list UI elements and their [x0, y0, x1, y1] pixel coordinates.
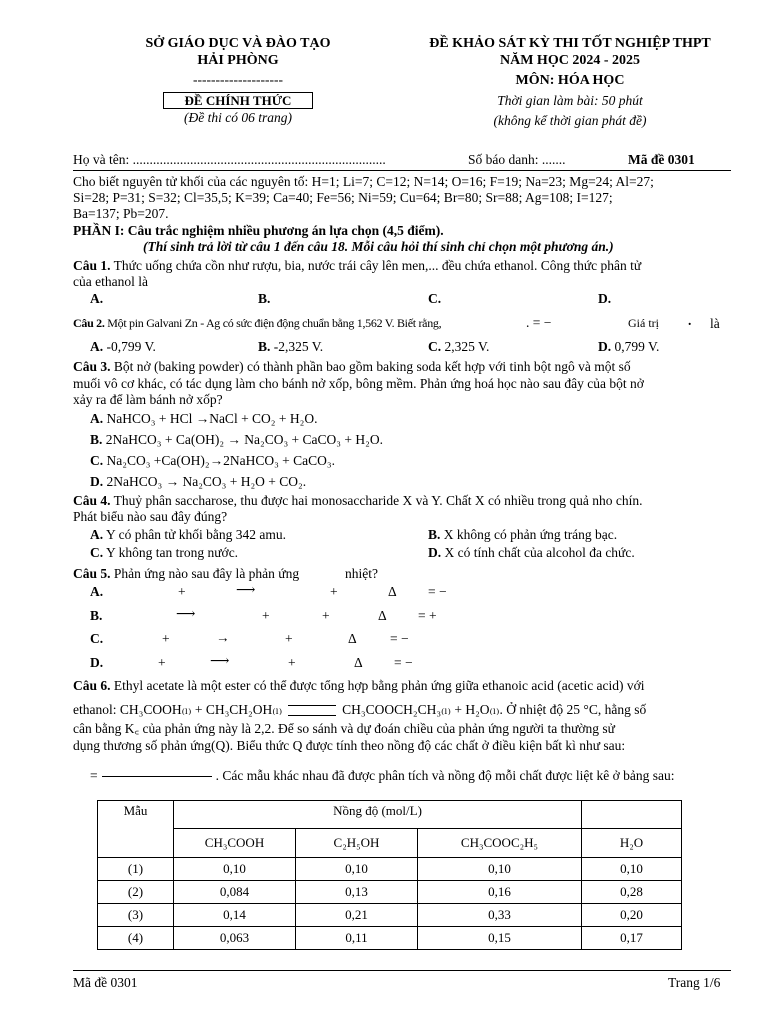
q6-equation: ethanol: CH₃COOH₍ₗ₎ + CH₃CH₂OH₍ₗ₎ CH₃COOCH₂CH₃₍ₗ₎ + H₂O₍ₗ₎. Ở nhiệt độ 25 °C, hằng số — [73, 702, 647, 717]
pages-note: (Đề thi có 06 trang) — [184, 110, 292, 125]
table-cell: 0,15 — [418, 927, 582, 950]
part1-title: PHẦN I: Câu trắc nghiệm nhiều phương án lựa chọn (4,5 điểm). — [73, 223, 444, 238]
table-cell: 0,084 — [174, 881, 296, 904]
table-cell: (3) — [98, 904, 174, 927]
school-year: NĂM HỌC 2024 - 2025 — [500, 53, 640, 68]
question-3-cont1: muối vô cơ khác, có tác dụng làm cho bánh nở xốp, bông mềm. Phản ứng hoá học nào sau đây của bột nở — [73, 376, 644, 391]
exam-time: Thời gian làm bài: 50 phút — [497, 93, 643, 108]
q1-option-d: D. — [598, 291, 612, 306]
table-col-water: H₂O — [582, 829, 682, 858]
student-id-field: Số báo danh: ....... — [468, 152, 566, 167]
q1-option-c: C. — [428, 291, 442, 306]
table-row — [98, 904, 682, 927]
q2-value-label: Giá trị — [628, 316, 659, 330]
footer-exam-code: Mã đề 0301 — [73, 975, 138, 990]
table-cell: 0,21 — [296, 904, 418, 927]
q5b-plus-1: + — [262, 608, 270, 623]
q5-option-a: A. — [90, 584, 104, 599]
table-cell: 0,17 — [582, 927, 682, 950]
table-cell: (2) — [98, 881, 174, 904]
q5c-plus-1: + — [162, 631, 170, 646]
q3-option-d: D. 2NaHCO₃ → Na₂CO₃ + H₂O + CO₂. — [90, 474, 307, 489]
question-4: Câu 4. Thuỷ phân saccharose, thu được hai monosaccharide X và Y. Chất X có nhiều trong quả nho chín. — [73, 493, 643, 508]
header-rule: -------------------- — [193, 72, 283, 87]
table-cell: 0,11 — [296, 927, 418, 950]
subject: MÔN: HÓA HỌC — [515, 73, 625, 88]
table-cell: 0,14 — [174, 904, 296, 927]
table-row — [98, 858, 682, 881]
table-subheader-row — [98, 829, 682, 858]
q5a-plus-2: + — [330, 584, 338, 599]
official-label: ĐỀ CHÍNH THỨC — [163, 92, 313, 109]
table-row — [98, 881, 682, 904]
table-cell: (4) — [98, 927, 174, 950]
q5d-plus-2: + — [288, 655, 296, 670]
table-header-row — [98, 801, 682, 829]
q5-option-c: C. — [90, 631, 104, 646]
q2-la: là — [710, 316, 720, 331]
q5b-plus-2: + — [322, 608, 330, 623]
q4-option-b: B. X không có phản ứng tráng bạc. — [428, 527, 618, 542]
question-5-end: nhiệt? — [345, 566, 378, 581]
table-cell: 0,28 — [582, 881, 682, 904]
question-6: Câu 6. Ethyl acetate là một ester có thể được tổng hợp bằng phản ứng giữa ethanoic acid (acetic acid) với — [73, 678, 645, 693]
question-6-cont2: dụng thương số phản ứng(Q). Biểu thức Q được tính theo nồng độ các chất ở điều kiện bất kì như sau: — [73, 738, 626, 753]
question-3: Câu 3. Bột nở (baking powder) có thành phần bao gồm baking soda kết hợp với tinh bột ngô và một số — [73, 359, 631, 374]
table-cell: 0,063 — [174, 927, 296, 950]
table-cell: 0,10 — [418, 858, 582, 881]
q2-option-d: D. 0,799 V. — [598, 339, 660, 354]
official-box — [163, 92, 313, 109]
q2-option-a: A. -0,799 V. — [90, 339, 156, 354]
table-cell: 0,13 — [296, 881, 418, 904]
q2-option-c: C. 2,325 V. — [428, 339, 490, 354]
q5c-delta: Δ — [348, 631, 357, 646]
q3-option-c: C. Na₂CO₃ +Ca(OH)₂→2NaHCO₃ + CaCO₃. — [90, 453, 335, 468]
q4-option-c: C. Y không tan trong nước. — [90, 545, 239, 560]
table-cell: 0,33 — [418, 904, 582, 927]
question-5: Câu 5. Phản ứng nào sau đây là phản ứng — [73, 566, 300, 581]
q6-expression: = . Các mẫu khác nhau đã được phân tích và nồng độ mỗi chất được liệt kê ở bảng sau: — [90, 768, 675, 783]
table-cell: 0,16 — [418, 881, 582, 904]
exam-time-note: (không kể thời gian phát đề) — [493, 113, 647, 128]
q2-option-b: B. -2,325 V. — [258, 339, 324, 354]
part1-note: (Thí sinh trả lời từ câu 1 đến câu 18. Mỗi câu hỏi thí sinh chỉ chọn một phương án.) — [143, 239, 614, 254]
table-col-ethanol: C₂H₅OH — [296, 829, 418, 858]
q5-option-b: B. — [90, 608, 103, 623]
table-col-ethyl-acetate: CH₃COOC₂H₅ — [418, 829, 582, 858]
exam-title: ĐỀ KHẢO SÁT KỲ THI TỐT NGHIỆP THPT — [429, 36, 711, 51]
table-cell: 0,10 — [296, 858, 418, 881]
q5c-plus-2: + — [285, 631, 293, 646]
q4-option-a: A. Y có phân tử khối bằng 342 amu. — [90, 527, 287, 542]
atomic-masses-line1: Cho biết nguyên tử khối của các nguyên tố: H=1; Li=7; C=12; N=14; O=16; F=19; Na=23; Mg=24; Al=27; — [73, 174, 654, 189]
q5d-arrow: ⟶ — [210, 653, 230, 668]
q5b-arrow: ⟶ — [176, 606, 196, 621]
q1-option-b: B. — [258, 291, 271, 306]
q3-option-b: B. 2NaHCO₃ + Ca(OH)₂ → Na₂CO₃ + CaCO₃ + H₂O. — [90, 432, 383, 447]
q5b-delta: Δ — [378, 608, 387, 623]
table-cell: 0,10 — [174, 858, 296, 881]
q5d-delta: Δ — [354, 655, 363, 670]
q5b-sign: = + — [418, 608, 437, 623]
q5a-sign: = − — [428, 584, 447, 599]
fraction-bar — [102, 776, 212, 777]
question-4-cont: Phát biểu nào sau đây đúng? — [73, 509, 228, 524]
header-divider — [73, 170, 731, 171]
q5d-sign: = − — [394, 655, 413, 670]
question-2: Câu 2. Một pin Galvani Zn - Ag có sức điện động chuẩn bằng 1,562 V. Biết rằng, — [73, 316, 442, 330]
question-1-cont: của ethanol là — [73, 274, 148, 289]
table-row — [98, 927, 682, 950]
q2-dot: . — [688, 313, 692, 328]
equilibrium-arrow-icon — [288, 705, 336, 716]
q5a-arrow: ⟶ — [236, 582, 256, 597]
atomic-masses-line2: Si=28; P=31; S=32; Cl=35,5; K=39; Ca=40; Fe=56; Ni=59; Cu=64; Br=80; Sr=88; Ag=108; I=127; — [73, 190, 613, 205]
footer-divider — [73, 970, 731, 971]
exam-code: Mã đề 0301 — [628, 152, 695, 167]
table-cell: 0,20 — [582, 904, 682, 927]
table-col-acetic-acid: CH₃COOH — [174, 829, 296, 858]
q5c-sign: = − — [390, 631, 409, 646]
concentration-table — [97, 800, 682, 950]
table-span-empty — [582, 801, 682, 829]
q5a-delta: Δ — [388, 584, 397, 599]
question-6-cont1: cân bằng K꜀ của phản ứng này là 2,2. Để so sánh và dự đoán chiều của phản ứng người ta thường sử — [73, 721, 615, 736]
department-name: SỞ GIÁO DỤC VÀ ĐÀO TẠO — [145, 36, 331, 51]
q5c-arrow: → — [216, 630, 230, 645]
q1-option-a: A. — [90, 291, 104, 306]
question-1: Câu 1. Thức uống chứa cồn như rượu, bia, nước trái cây lên men,... đều chứa ethanol. Công thức phân tử — [73, 258, 642, 273]
table-cell: 0,10 — [582, 858, 682, 881]
student-name-field: Họ và tên: ........................................................................... — [73, 152, 386, 167]
q4-option-d: D. X có tính chất của alcohol đa chức. — [428, 545, 635, 560]
question-3-cont2: xảy ra để làm bánh nở xốp? — [73, 392, 223, 407]
q2-equation: . = − — [526, 315, 552, 330]
q5a-plus-1: + — [178, 584, 186, 599]
atomic-masses-line3: Ba=137; Pb=207. — [73, 206, 169, 221]
table-span-header: Nồng độ (mol/L) — [174, 801, 582, 829]
q5d-plus-1: + — [158, 655, 166, 670]
table-col-sample: Mẫu — [98, 801, 174, 858]
city-name: HẢI PHÒNG — [197, 53, 279, 68]
table-cell: (1) — [98, 858, 174, 881]
q3-option-a: A. NaHCO₃ + HCl →NaCl + CO₂ + H₂O. — [90, 411, 318, 426]
footer-page-number: Trang 1/6 — [668, 975, 721, 990]
q5-option-d: D. — [90, 655, 104, 670]
